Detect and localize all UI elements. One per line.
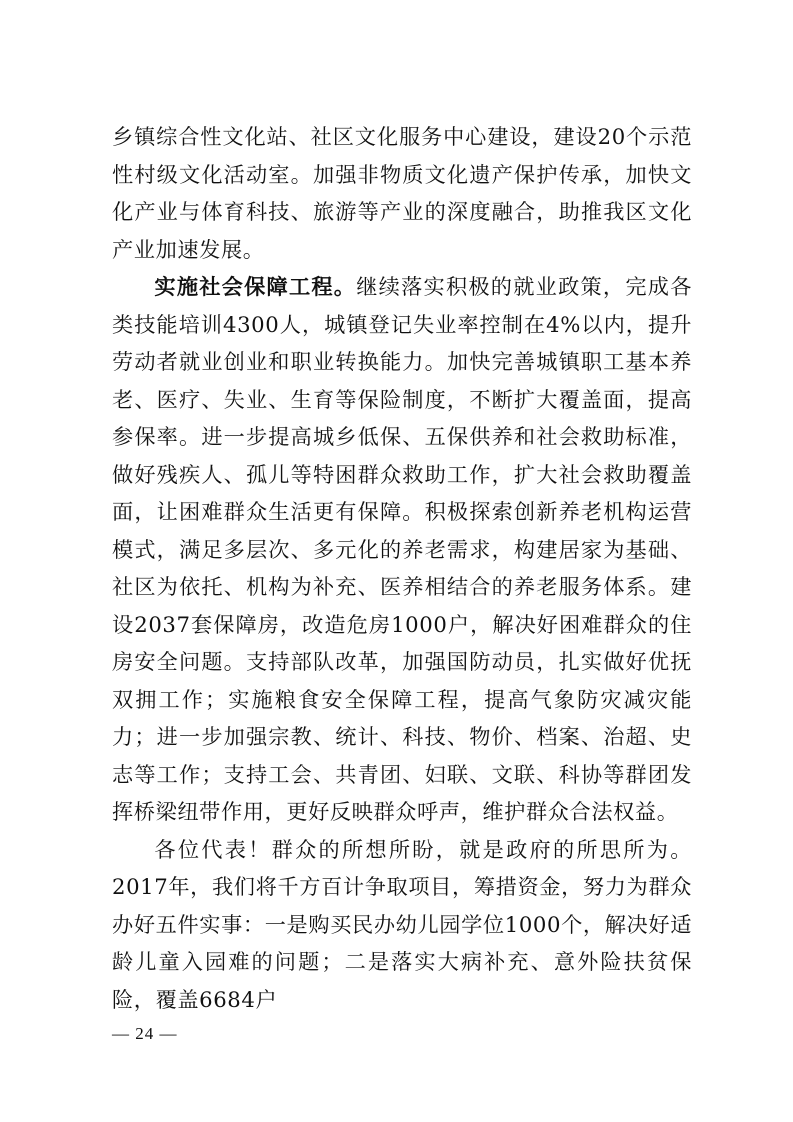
paragraph-text: 乡镇综合性文化站、社区文化服务中心建设，建设20个示范性村级文化活动室。加强非物质文化遗产保护传承，加快文化产业与体育科技、旅游等产业的深度融合，助推我区文化产业加速发展。 [112, 124, 692, 262]
paragraph-text: 各位代表！群众的所想所盼，就是政府的所思所为。2017年，我们将千方百计争取项目，筹措资金，努力为群众办好五件实事：一是购买民办幼儿园学位1000个，解决好适龄儿童入园难的问题；二是落实大病补充、意外险扶贫保险，覆盖6684户 [112, 836, 692, 1012]
paragraph-social-security [112, 268, 692, 831]
paragraph-text: 继续落实积极的就业政策，完成各类技能培训4300人，城镇登记失业率控制在4%以内，提升劳动者就业创业和职业转换能力。加快完善城镇职工基本养老、医疗、失业、生育等保险制度，不断扩大覆盖面，提高参保率。进一步提高城乡低保、五保供养和社会救助标准，做好残疾人、孤儿等特困群众救助工作，扩大社会救助覆盖面，让困难群众生活更有保障。积极探索创新养老机构运营模式，满足多层次、多元化的养老需求，构建居家为基础、社区为依托、机构为补充、医养相结合的养老服务体系。建设2037套保障房，改造危房1000户，解决好困难群众的住房安全问题。支持部队改革，加强国防动员，扎实做好优抚双拥工作；实施粮食安全保障工程，提高气象防灾减灾能力；进一步加强宗教、统计、科技、物价、档案、治超、史志等工作；支持工会、共青团、妇联、文联、科协等群团发挥桥梁纽带作用，更好反映群众呼声，维护群众合法权益。 [112, 274, 692, 824]
page-number: — 24 — [112, 1024, 178, 1043]
paragraph-continuation [112, 118, 692, 268]
paragraph-heading: 实施社会保障工程。 [154, 274, 357, 299]
paragraph-representatives [112, 831, 692, 1019]
document-body [112, 118, 692, 1018]
